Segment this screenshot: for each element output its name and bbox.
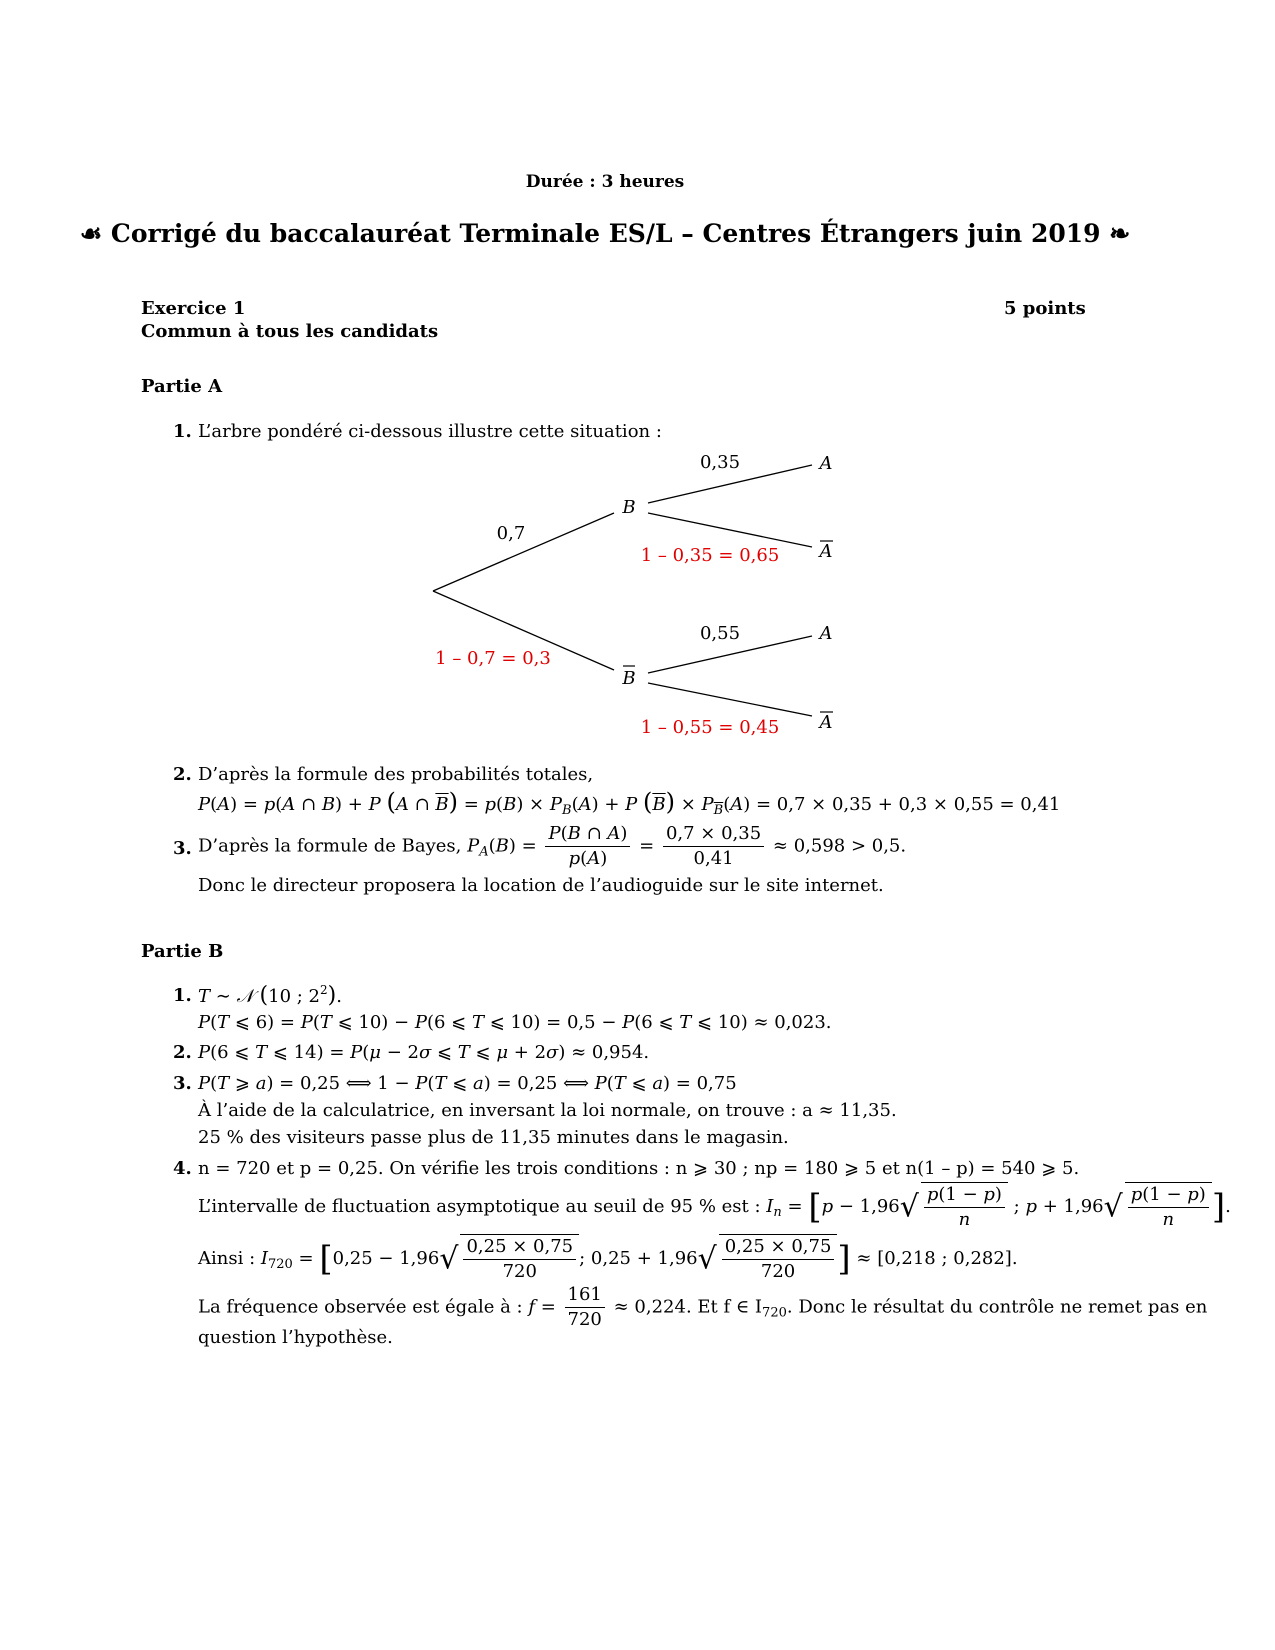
q-b4-number: 4. [173, 1158, 192, 1179]
prob-notB-A: 0,55 [699, 623, 741, 644]
q-a3-number: 3. [173, 838, 192, 859]
q-a3-conclusion: Donc le directeur proposera la location de l’audioguide sur le site internet. [198, 875, 884, 896]
q-a1-number: 1. [173, 421, 192, 442]
node-notB-notA: A [819, 712, 833, 733]
ornament-right-icon: ❧ [1109, 219, 1131, 248]
q-b3-equiv: P(T ⩾ a) = 0,25 ⟺ 1 − P(T ⩽ a) = 0,25 ⟺ P(T ⩽ a) = 0,75 [198, 1073, 737, 1094]
q-b4-freq-after: ≈ 0,224. Et f ∈ I [613, 1296, 763, 1318]
total-probability-formula: P(A) = p(A ∩ B) + P (A ∩ $\overline{B}) = p(B) \times P_B(A) + P$ $(\overline{B}) \times P_{\overline{B}}(A) = 0,7 \times 0,35 + 0,3 \times 0,55 = 0,41$ [198, 788, 1061, 818]
duration: Durée : 3 heures [525, 172, 685, 192]
prob-B: 0,7 [496, 523, 526, 544]
probability-tree [0, 0, 1275, 760]
prob-notB: 1 – 0,7 = 0,3 [435, 648, 551, 669]
node-notB-A: A [819, 623, 833, 644]
node-notB: B [622, 668, 636, 689]
exercise-name: Exercice 1 [141, 298, 246, 319]
branch-notB-notA [648, 683, 812, 716]
q-b4-frequency: La fréquence observée est égale à : f = $\frac{161}{720}$ ≈ 0,224. Et f ∈ $I_{720}$. Donc le résultat du contrôle ne remet pas en [198, 1284, 1208, 1330]
q-b4-last: question l’hypothèse. [198, 1327, 393, 1348]
q-a1-text: L’arbre pondéré ci-dessous illustre cette situation : [198, 421, 662, 442]
q-b4-freq-text: La fréquence observée est égale à : [198, 1296, 523, 1318]
prob-B-notA: 1 – 0,35 = 0,65 [640, 545, 780, 566]
q-b4-result: ≈ [0,218 ; 0,282]. [856, 1248, 1018, 1269]
q-b1-law: T ∼ 𝒩 (10 ; $2^2$). [198, 983, 342, 1008]
prob-B-A: 0,35 [699, 452, 741, 473]
q-b2-calc: P(6 ⩽ T ⩽ 14) = P(μ − 2σ ⩽ T ⩽ μ + 2σ) ≈ 0,954. [198, 1042, 650, 1063]
node-B-A: A [819, 453, 833, 474]
q-b1-number: 1. [173, 985, 192, 1006]
branch-B-notA [648, 513, 812, 547]
q-b3-line3: 25 % des visiteurs passe plus de 11,35 minutes dans le magasin. [198, 1127, 789, 1148]
q-b4-ainsi-text: Ainsi : [198, 1248, 256, 1269]
part-b-title: Partie B [141, 941, 224, 962]
q-a2-number: 2. [173, 764, 192, 785]
node-B: B [622, 497, 636, 518]
q-b1-calc: P(T ⩽ 6) = P(T ⩽ 10) − P(6 ⩽ T ⩽ 10) = 0,5 − P(6 ⩽ T ⩽ 10) ≈ 0,023. [198, 1012, 832, 1033]
prob-notB-notA: 1 – 0,55 = 0,45 [640, 717, 780, 738]
q-b4-ainsi: Ainsi : $I_{720} = [0,25 - 1,96√$ $\frac{0,25 \times 0,75}{720}$ ; 0,25 + 1,96√ $\frac{0,25 \times 0,75}{720}$ ] ≈ [0,218 ; 0,282]. [198, 1236, 1018, 1282]
q-b4-interval: L’intervalle de fluctuation asymptotique au seuil de 95 % est : $I_n = [p - 1,96√$ $\frac{p(1 - p)}{n}$ ; p + 1,96√ $\frac{p(1 - p)}{n}$ ]. [198, 1184, 1231, 1230]
q-b4-freq-tail: . Donc le résultat du contrôle ne remet pas en [786, 1296, 1208, 1318]
q-b3-number: 3. [173, 1073, 192, 1094]
q-b4-line1: n = 720 et p = 0,25. On vérifie les trois conditions : n ⩾ 30 ; np = 180 ⩾ 5 et n(1 – p) = 540 ⩾ 5. [198, 1158, 1080, 1179]
q-a2-text: D’après la formule des probabilités totales, [198, 764, 594, 785]
node-B-notA: A [819, 541, 833, 562]
bayes-formula: D’après la formule de Bayes, $P_A(B)$ = $\frac{P(B \cap A)}{p(A)}$ = $\frac{0,7 \times 0,35}{0,41}$ ≈ 0,598 > 0,5. [198, 823, 907, 869]
q-b4-interval-text: L’intervalle de fluctuation asymptotique au seuil de 95 % est : [198, 1196, 761, 1217]
part-a-title: Partie A [141, 376, 223, 397]
exercise-audience: Commun à tous les candidats [141, 321, 439, 342]
q-a3-text: D’après la formule de Bayes, [198, 835, 462, 857]
q-b3-line2: À l’aide de la calculatrice, en inversant la loi normale, on trouve : a ≈ 11,35. [198, 1100, 897, 1121]
ornament-left-icon: ☙ [79, 219, 103, 248]
q-b2-number: 2. [173, 1042, 192, 1063]
exercise-points: 5 points [1004, 298, 1086, 319]
title-text: Corrigé du baccalauréat Terminale ES/L – Centres Étrangers juin 2019 [110, 219, 1101, 248]
